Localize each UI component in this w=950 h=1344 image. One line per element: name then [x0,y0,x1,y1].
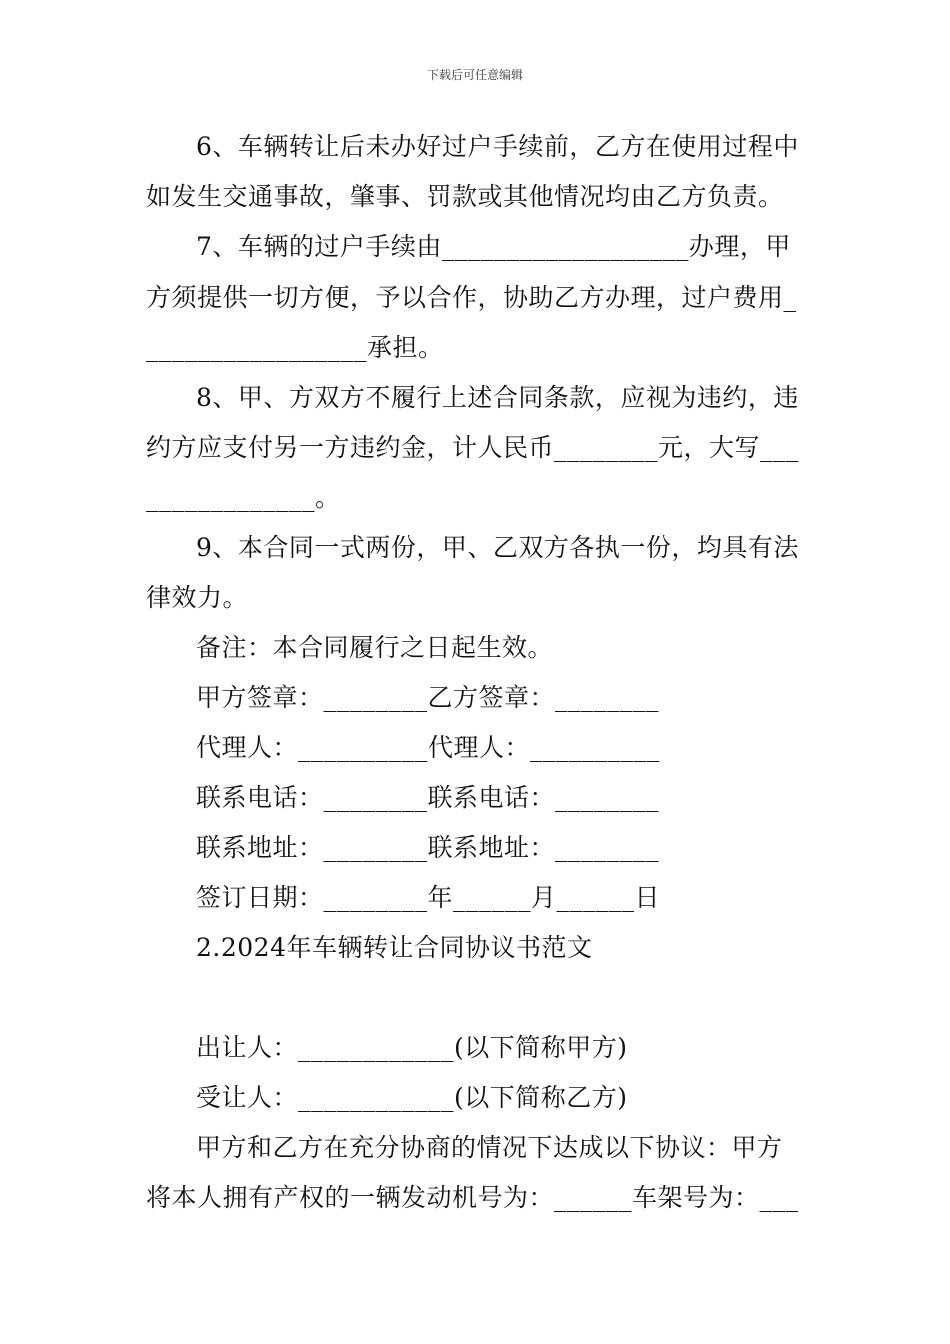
text-line: _____________。 [146,483,341,512]
text-line: 6、车辆转让后未办好过户手续前，乙方在使用过程中 [196,132,799,161]
text-line: 9、本合同一式两份，甲、乙双方各执一份，均具有法 [196,533,799,562]
text-line: 8、甲、方双方不履行上述合同条款，应视为违约，违 [196,383,799,412]
text-line: 将本人拥有产权的一辆发动机号为：______车架号为：___ [146,1183,799,1212]
text-line: 约方应支付另一方违约金，计人民币________元，大写___ [146,433,800,462]
address-line: 联系地址：________联系地址：________ [196,833,660,862]
date-line: 签订日期：________年______月______日 [196,883,661,912]
text-line: 甲方和乙方在充分协商的情况下达成以下协议：甲方 [196,1133,783,1162]
remark-line: 备注：本合同履行之日起生效。 [196,633,554,662]
section-title: 2.2024年车辆转让合同协议书范文 [196,933,593,962]
text-line: 律效力。 [146,583,249,612]
agent-line: 代理人：__________代理人：__________ [196,733,661,762]
text-line: _________________承担。 [146,333,444,362]
phone-line: 联系电话：________联系电话：________ [196,783,660,812]
transferee-line: 受让人：____________(以下简称乙方) [196,1083,628,1112]
text-line: 方须提供一切方便，予以合作，协助乙方办理，过户费用_ [146,283,797,312]
text-line: 如发生交通事故，肇事、罚款或其他情况均由乙方负责。 [146,182,784,211]
signature-line: 甲方签章：________乙方签章：________ [196,683,660,712]
text-line: 7、车辆的过户手续由___________________办理，甲 [196,232,791,261]
page-header: 下载后可任意编辑 [426,68,523,82]
transferor-line: 出让人：____________(以下简称甲方) [196,1033,628,1062]
